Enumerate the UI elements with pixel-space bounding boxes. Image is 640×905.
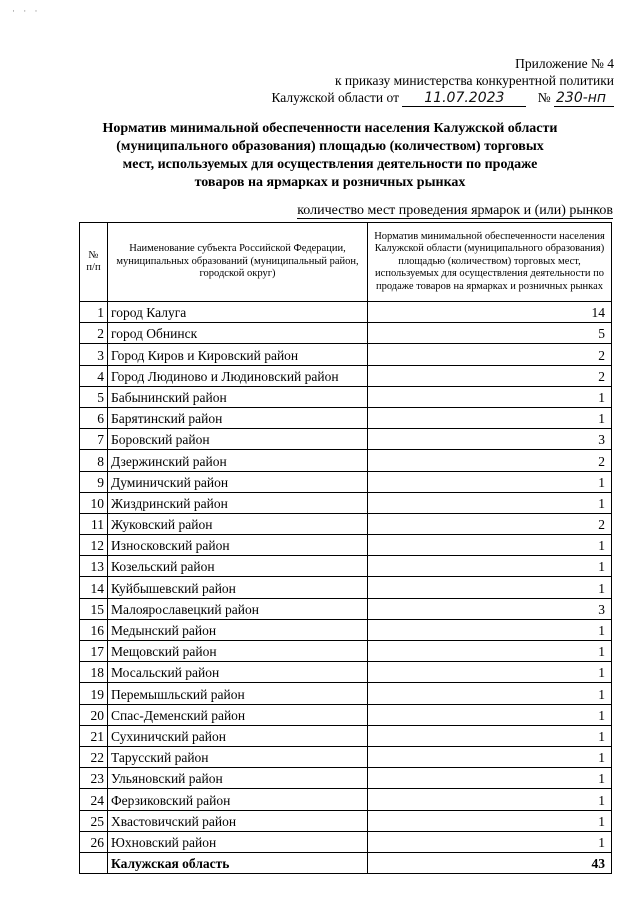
row-number: 15 <box>80 598 108 619</box>
row-value: 43 <box>368 852 612 873</box>
row-value: 1 <box>368 386 612 407</box>
row-value: 1 <box>368 407 612 428</box>
row-number: 6 <box>80 407 108 428</box>
row-name: Калужская область <box>108 852 368 873</box>
row-name: Город Киров и Кировский район <box>108 344 368 365</box>
table-row <box>80 323 612 344</box>
norms-table <box>79 222 612 874</box>
table-row <box>80 513 612 534</box>
table-row <box>80 810 612 831</box>
row-value: 1 <box>368 810 612 831</box>
row-number: 4 <box>80 365 108 386</box>
row-name: Город Людиново и Людиновский район <box>108 365 368 386</box>
row-name: Спас-Деменский район <box>108 704 368 725</box>
row-name: Барятинский район <box>108 407 368 428</box>
row-number: 5 <box>80 386 108 407</box>
row-value: 1 <box>368 662 612 683</box>
row-name: Хвастовичский район <box>108 810 368 831</box>
row-number: 1 <box>80 302 108 323</box>
row-value: 1 <box>368 746 612 767</box>
scan-corner-marks: · · · <box>12 6 41 16</box>
row-number: 25 <box>80 810 108 831</box>
table-row <box>80 492 612 513</box>
row-number: 9 <box>80 471 108 492</box>
row-value: 1 <box>368 471 612 492</box>
header-name: Наименование субъекта Российской Федерации, муниципальных образований (муниципальный район, городской округ) <box>108 223 368 302</box>
row-value: 2 <box>368 513 612 534</box>
table-row <box>80 598 612 619</box>
table-row <box>80 471 612 492</box>
row-name: Ферзиковский район <box>108 789 368 810</box>
table-row <box>80 704 612 725</box>
table-row <box>80 365 612 386</box>
row-name: Боровский район <box>108 429 368 450</box>
table-row <box>80 746 612 767</box>
row-number: 8 <box>80 450 108 471</box>
appendix-header <box>271 55 614 107</box>
row-value: 3 <box>368 598 612 619</box>
row-name: город Калуга <box>108 302 368 323</box>
row-number: 13 <box>80 556 108 577</box>
row-number: 24 <box>80 789 108 810</box>
row-name: Юхновский район <box>108 831 368 852</box>
row-number: 11 <box>80 513 108 534</box>
appendix-line-1: Приложение № 4 <box>515 56 614 71</box>
appendix-number-prefix: № <box>537 90 551 105</box>
row-value: 2 <box>368 450 612 471</box>
row-value: 1 <box>368 556 612 577</box>
row-value: 3 <box>368 429 612 450</box>
row-number: 19 <box>80 683 108 704</box>
row-value: 1 <box>368 831 612 852</box>
row-name: Куйбышевский район <box>108 577 368 598</box>
row-number: 21 <box>80 725 108 746</box>
row-number: 18 <box>80 662 108 683</box>
row-value: 1 <box>368 577 612 598</box>
table-row <box>80 619 612 640</box>
row-value: 1 <box>368 789 612 810</box>
handwritten-order-number: 230-нп <box>554 91 614 107</box>
table-row <box>80 768 612 789</box>
table-row <box>80 683 612 704</box>
table-total-row <box>80 852 612 873</box>
table-row <box>80 302 612 323</box>
row-name: Думиничский район <box>108 471 368 492</box>
row-number: 26 <box>80 831 108 852</box>
row-number: 2 <box>80 323 108 344</box>
row-name: Тарусский район <box>108 746 368 767</box>
row-name: Ульяновский район <box>108 768 368 789</box>
units-caption: количество мест проведения ярмарок и (или) рынков <box>297 203 613 218</box>
row-value: 5 <box>368 323 612 344</box>
table-row <box>80 725 612 746</box>
document-title: Норматив минимальной обеспеченности населения Калужской области (муниципального образования) площадью (количеством) торговых мест, используемых для осуществления деятельности по продаже товаров на ярмарках и розничных рынках <box>102 121 558 190</box>
table-row <box>80 535 612 556</box>
table-row <box>80 450 612 471</box>
table-row <box>80 789 612 810</box>
table-row <box>80 429 612 450</box>
row-value: 1 <box>368 492 612 513</box>
row-number: 12 <box>80 535 108 556</box>
row-name: город Обнинск <box>108 323 368 344</box>
row-number: 7 <box>80 429 108 450</box>
row-number: 22 <box>80 746 108 767</box>
table-row <box>80 407 612 428</box>
row-value: 1 <box>368 704 612 725</box>
row-number: 23 <box>80 768 108 789</box>
row-value: 1 <box>368 619 612 640</box>
table-body <box>80 302 612 874</box>
row-name: Мещовский район <box>108 641 368 662</box>
row-number: 3 <box>80 344 108 365</box>
table-row <box>80 386 612 407</box>
row-name: Дзержинский район <box>108 450 368 471</box>
table-header-row <box>80 223 612 302</box>
row-value: 1 <box>368 768 612 789</box>
table-row <box>80 662 612 683</box>
row-value: 1 <box>368 535 612 556</box>
row-number <box>80 852 108 873</box>
table-row <box>80 344 612 365</box>
row-name: Медынский район <box>108 619 368 640</box>
table-row <box>80 831 612 852</box>
appendix-line-2: к приказу министерства конкурентной политики <box>334 73 614 88</box>
appendix-line-3 <box>271 89 614 107</box>
row-name: Сухиничский район <box>108 725 368 746</box>
row-number: 16 <box>80 619 108 640</box>
row-value: 1 <box>368 641 612 662</box>
row-value: 1 <box>368 725 612 746</box>
row-number: 10 <box>80 492 108 513</box>
table-row <box>80 641 612 662</box>
row-name: Перемышльский район <box>108 683 368 704</box>
row-name: Малоярославецкий район <box>108 598 368 619</box>
row-name: Мосальский район <box>108 662 368 683</box>
row-value: 2 <box>368 365 612 386</box>
handwritten-date: 11.07.2023 <box>402 91 526 107</box>
row-number: 14 <box>80 577 108 598</box>
row-name: Бабынинский район <box>108 386 368 407</box>
row-value: 2 <box>368 344 612 365</box>
row-number: 20 <box>80 704 108 725</box>
row-value: 1 <box>368 683 612 704</box>
row-number: 17 <box>80 641 108 662</box>
table-row <box>80 577 612 598</box>
row-name: Износковский район <box>108 535 368 556</box>
header-number: № п/п <box>80 223 108 302</box>
row-name: Жуковский район <box>108 513 368 534</box>
row-value: 14 <box>368 302 612 323</box>
row-name: Козельский район <box>108 556 368 577</box>
units-underline <box>297 218 613 219</box>
row-name: Жиздринский район <box>108 492 368 513</box>
appendix-date-prefix: Калужской области от <box>271 90 399 105</box>
table-row <box>80 556 612 577</box>
header-value: Норматив минимальной обеспеченности населения Калужской области (муниципального образования) площадью (количеством) торговых мест, используемых для осуществления деятельности по продаже товаров на ярмарках и розничных рынках <box>368 223 612 302</box>
